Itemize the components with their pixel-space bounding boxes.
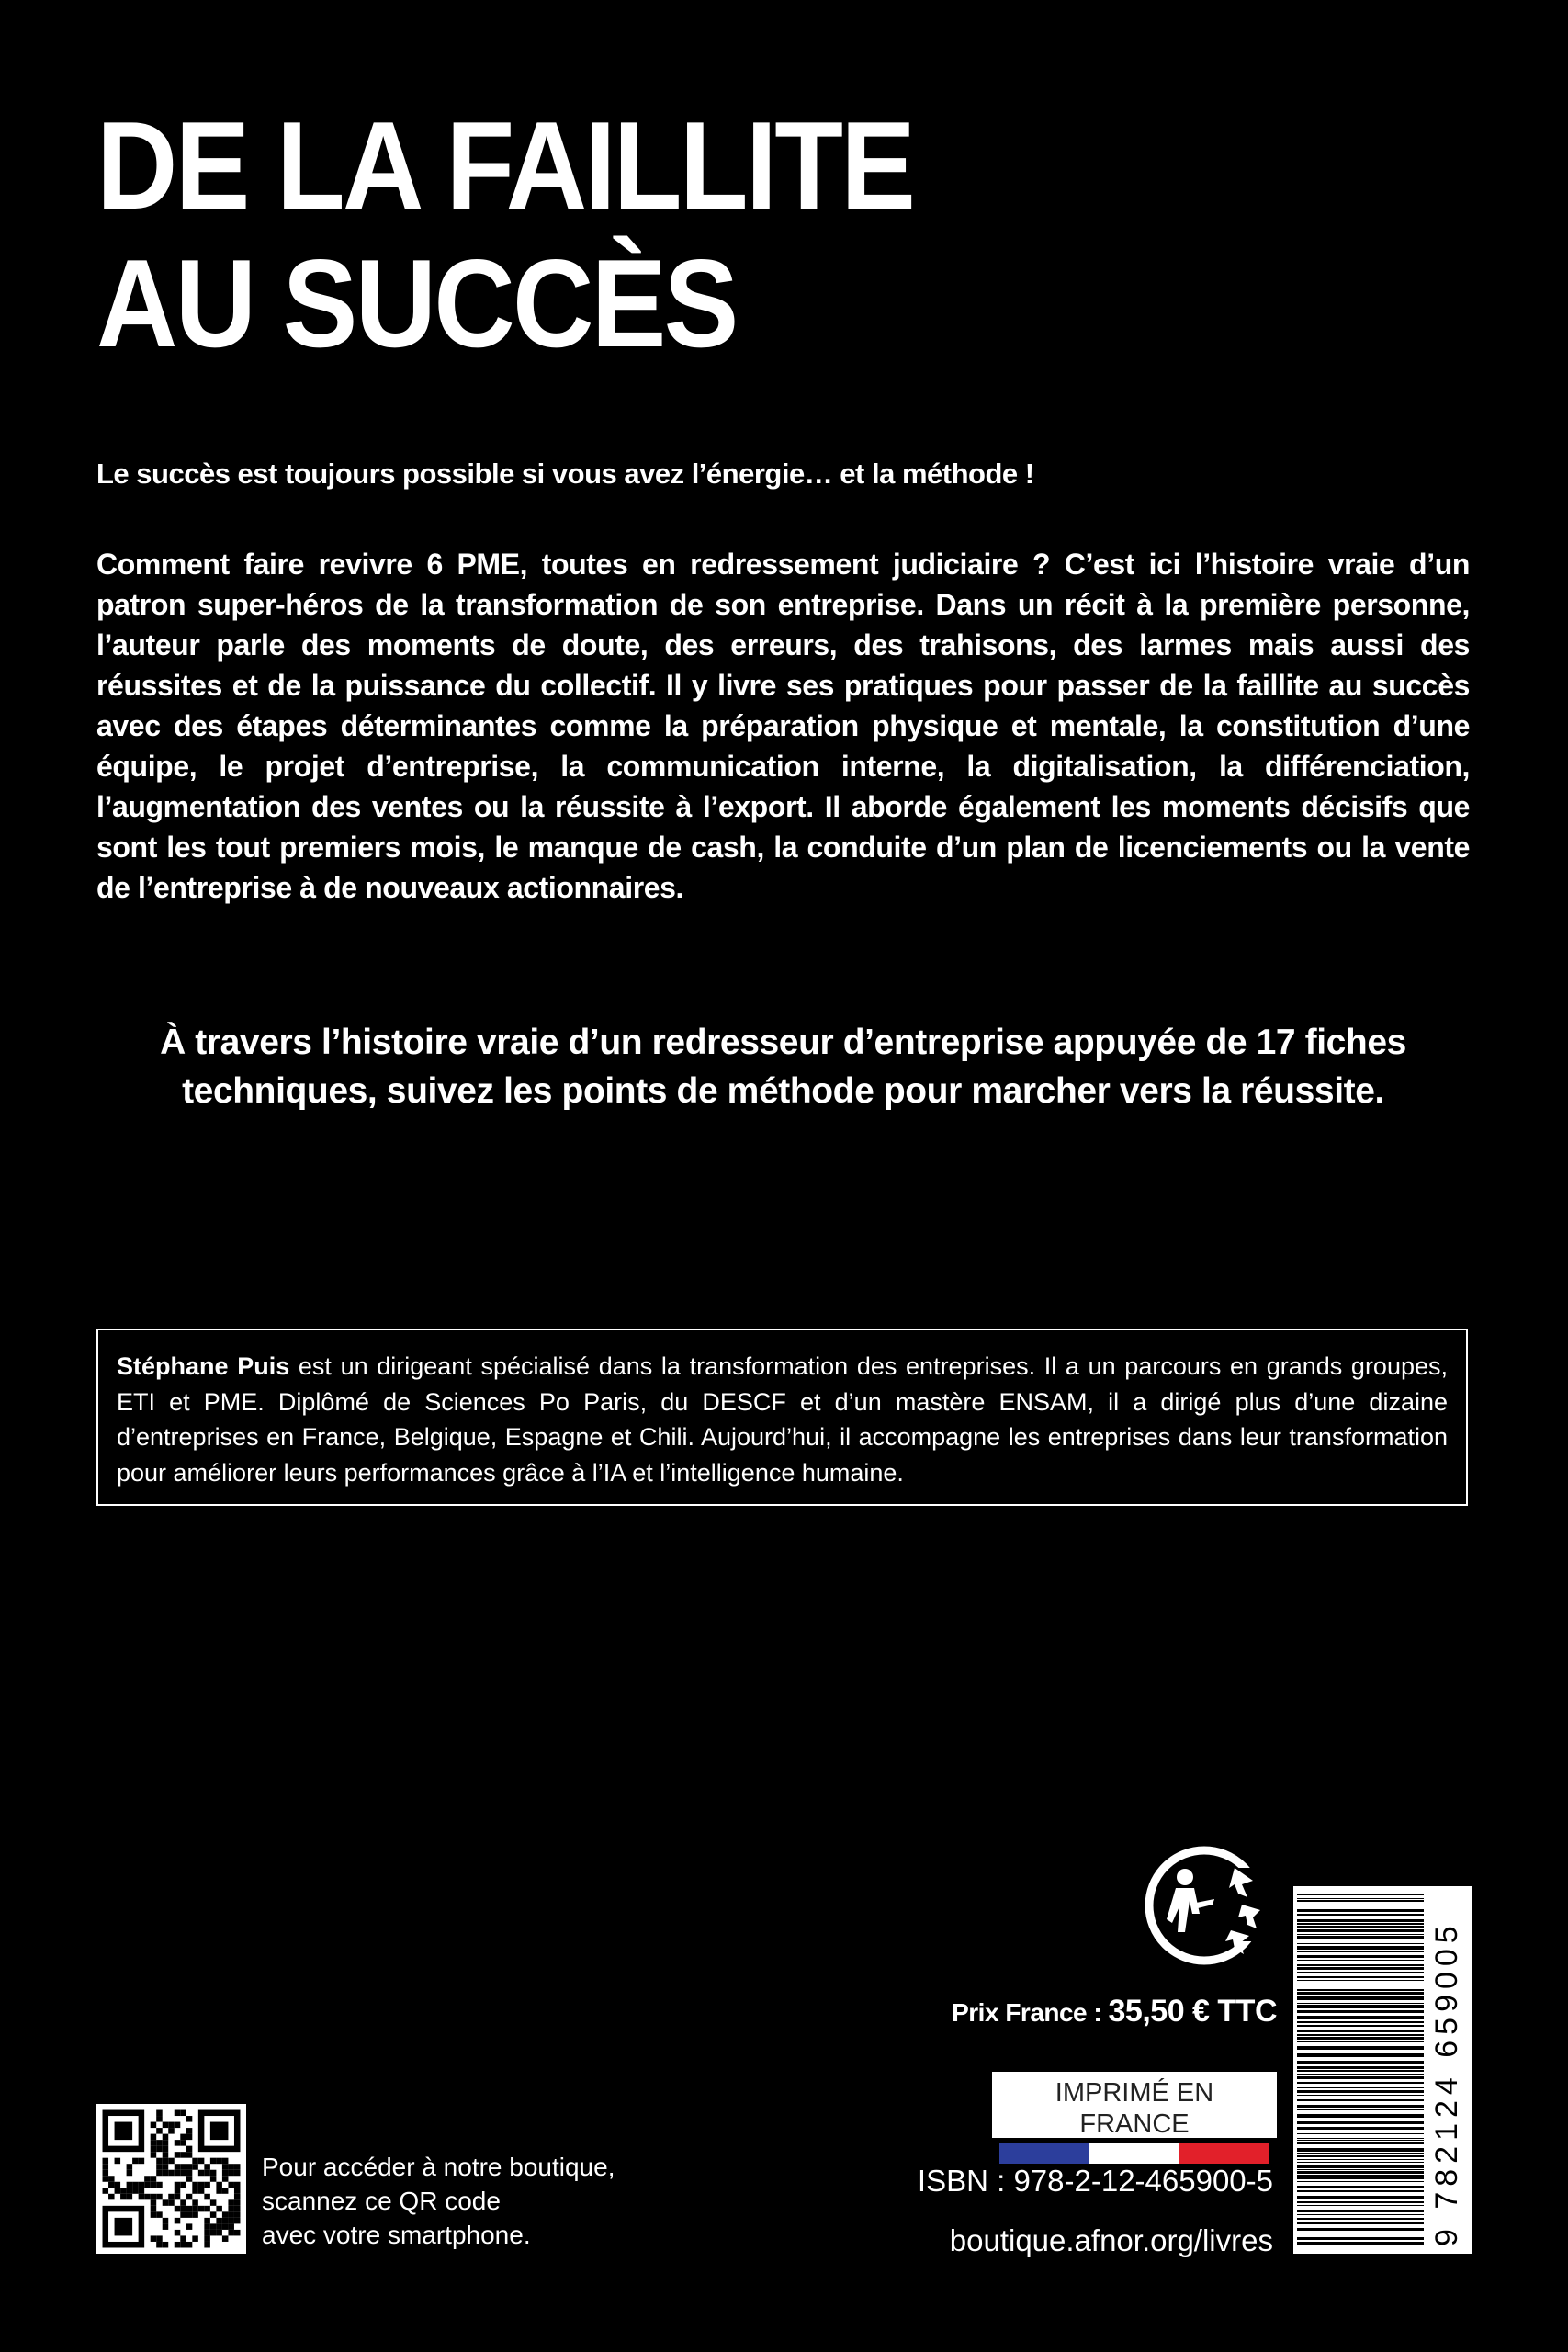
qr-module — [180, 2235, 186, 2242]
barcode-bar — [1297, 1900, 1424, 1902]
barcode-bar — [1297, 2099, 1424, 2101]
qr-module — [186, 2134, 193, 2141]
barcode-bar — [1297, 2211, 1424, 2212]
barcode-bar — [1297, 2003, 1424, 2004]
french-flag-icon — [999, 2143, 1269, 2164]
qr-module — [156, 2140, 163, 2146]
qr-module — [156, 2110, 163, 2117]
barcode-bar — [1297, 1964, 1424, 1966]
qr-module — [186, 2116, 193, 2122]
qr-module — [175, 2152, 181, 2158]
qr-module — [127, 2188, 133, 2194]
qr-module — [234, 2170, 241, 2177]
qr-module — [210, 2158, 217, 2165]
qr-module — [186, 2128, 193, 2134]
barcode-bar — [1297, 2087, 1424, 2088]
author-bio-text: est un dirigeant spécialisé dans la transformation des entreprises. Il a un parcours en grands groupes, ETI et PME. Diplômé de Sciences Po Paris, du DESCF et d’un mastère ENSAM, il a dirigé plus d’une dizaine d’entreprises en France, Belgique, Espagne et Chili. Aujourd’hui, il accompagne les entreprises dans leur transformation pour améliorer leurs performances grâce à l’IA et l’intelligence humaine. — [117, 1352, 1448, 1487]
qr-module — [180, 2182, 186, 2188]
qr-module — [127, 2182, 133, 2188]
qr-module — [186, 2223, 193, 2230]
barcode-bar — [1297, 2030, 1424, 2032]
qr-module — [198, 2170, 205, 2177]
qr-module — [192, 2164, 198, 2170]
barcode-bar — [1297, 1984, 1424, 1985]
barcode-bar — [1297, 2061, 1424, 2064]
qr-module — [108, 2176, 115, 2182]
made-in-label: IMPRIMÉ EN FRANCE — [1055, 2078, 1214, 2139]
barcode-bar — [1297, 2155, 1424, 2157]
qr-module — [115, 2182, 121, 2188]
qr-module — [180, 2211, 186, 2218]
qr-module — [210, 2176, 217, 2182]
qr-module — [210, 2122, 229, 2141]
qr-instructions — [262, 2150, 629, 2252]
barcode-bar — [1297, 2095, 1424, 2096]
qr-module — [210, 2170, 217, 2177]
barcode-bar — [1297, 2114, 1424, 2118]
qr-module — [180, 2134, 186, 2141]
barcode-bar — [1297, 2025, 1424, 2027]
qr-module — [151, 2194, 157, 2200]
qr-module — [186, 2211, 193, 2218]
qr-module — [163, 2170, 169, 2177]
qr-module — [228, 2182, 234, 2188]
qr-module — [234, 2230, 241, 2236]
qr-module — [168, 2194, 175, 2200]
qr-module — [228, 2199, 234, 2206]
qr-module — [192, 2206, 198, 2212]
barcode-bar — [1297, 2138, 1424, 2139]
qr-module — [163, 2199, 169, 2206]
tagline: Le succès est toujours possible si vous avez l’énergie… et la méthode ! — [96, 458, 1034, 490]
qr-module — [210, 2199, 217, 2206]
qr-module — [192, 2235, 198, 2242]
barcode-bar — [1297, 1909, 1424, 1912]
qr-module — [151, 2122, 157, 2129]
qr-module — [228, 2206, 234, 2212]
qr-module — [127, 2194, 133, 2200]
barcode-bar — [1297, 2196, 1424, 2199]
qr-module — [144, 2176, 151, 2182]
store-url[interactable]: boutique.afnor.org/livres — [949, 2223, 1273, 2257]
triman-recycling-icon — [1139, 1840, 1269, 1971]
qr-module — [175, 2218, 181, 2224]
qr-module — [204, 2170, 210, 2177]
barcode-bar — [1297, 2169, 1424, 2170]
qr-module — [175, 2242, 181, 2248]
barcode-bar — [1297, 1936, 1424, 1939]
flag-red-band — [1179, 2143, 1269, 2164]
qr-module — [151, 2182, 157, 2188]
barcode-bar — [1297, 2190, 1424, 2192]
qr-module — [180, 2110, 186, 2117]
qr-module — [216, 2182, 222, 2188]
qr-module — [186, 2146, 193, 2153]
qr-module — [175, 2182, 181, 2188]
barcode-bar — [1297, 2133, 1424, 2134]
qr-module — [222, 2188, 229, 2194]
highlight-line-2: techniques, suivez les points de méthode pour marcher vers la réussite. — [182, 1071, 1384, 1111]
barcode-bar — [1297, 1960, 1424, 1961]
barcode-bar — [1297, 2041, 1424, 2042]
qr-module — [180, 2140, 186, 2146]
qr-module — [180, 2164, 186, 2170]
barcode-bar — [1297, 2162, 1424, 2163]
barcode-bar — [1297, 2090, 1424, 2093]
qr-module — [186, 2152, 193, 2158]
title-line-2: AU SUCCÈS — [96, 233, 737, 373]
qr-module — [198, 2182, 205, 2188]
qr-module — [180, 2170, 186, 2177]
qr-module — [186, 2194, 193, 2200]
barcode-bar — [1297, 1980, 1424, 1981]
title-line-1: DE LA FAILLITE — [96, 96, 914, 235]
qr-module — [222, 2170, 229, 2177]
qr-text-line-1: Pour accéder à notre boutique, — [262, 2153, 615, 2181]
qr-module — [139, 2194, 145, 2200]
qr-module — [151, 2134, 157, 2141]
qr-module — [115, 2188, 121, 2194]
qr-module — [168, 2199, 175, 2206]
qr-module — [175, 2122, 181, 2129]
barcode-bar — [1297, 2218, 1424, 2220]
qr-module — [216, 2158, 222, 2165]
barcode-bar — [1297, 1898, 1424, 1899]
qr-module — [234, 2206, 241, 2212]
barcode-bar — [1297, 1943, 1424, 1944]
qr-module — [222, 2164, 229, 2170]
qr-module — [192, 2158, 198, 2165]
barcode-bar — [1297, 2121, 1424, 2124]
qr-module — [151, 2176, 157, 2182]
qr-module — [204, 2182, 210, 2188]
qr-module — [234, 2218, 241, 2224]
barcode-bar — [1297, 2127, 1424, 2130]
qr-module — [204, 2235, 210, 2242]
qr-module — [163, 2218, 169, 2224]
qr-module — [204, 2164, 210, 2170]
price-label: Prix France : — [952, 1998, 1109, 2027]
qr-module — [132, 2158, 139, 2165]
qr-module — [210, 2223, 217, 2230]
qr-module — [192, 2199, 198, 2206]
barcode-bar — [1297, 1946, 1424, 1950]
barcode-digits: 9 782124 659005 — [1429, 1920, 1464, 2246]
qr-code-pattern — [96, 2104, 246, 2254]
flag-blue-band — [999, 2143, 1089, 2164]
qr-module — [222, 2223, 229, 2230]
qr-module — [139, 2158, 145, 2165]
qr-module — [115, 2218, 133, 2236]
barcode-bar — [1297, 1989, 1424, 1991]
barcode-bar — [1297, 2171, 1424, 2174]
qr-module — [180, 2199, 186, 2206]
qr-module — [139, 2182, 145, 2188]
barcode-bar — [1297, 2175, 1424, 2177]
barcode — [1293, 1886, 1472, 2254]
isbn: ISBN : 978-2-12-465900-5 — [917, 2164, 1273, 2198]
qr-module — [151, 2199, 157, 2206]
qr-module — [151, 2152, 157, 2158]
barcode-bar — [1297, 1929, 1424, 1932]
qr-module — [115, 2122, 133, 2141]
qr-module — [163, 2223, 169, 2230]
qr-module — [204, 2223, 210, 2230]
qr-module — [156, 2182, 163, 2188]
barcode-bar — [1297, 1951, 1424, 1952]
qr-module — [228, 2170, 234, 2177]
qr-module — [103, 2170, 109, 2177]
qr-module — [168, 2170, 175, 2177]
qr-module — [144, 2182, 151, 2188]
qr-module — [156, 2116, 163, 2122]
qr-module — [175, 2170, 181, 2177]
barcode-bar — [1297, 2074, 1424, 2075]
barcode-bar — [1297, 1976, 1424, 1978]
qr-module — [210, 2211, 217, 2218]
barcode-bar — [1297, 2070, 1424, 2072]
qr-module — [151, 2206, 157, 2212]
barcode-bar — [1297, 2105, 1424, 2108]
qr-module — [151, 2146, 157, 2153]
qr-module — [144, 2194, 151, 2200]
qr-module — [156, 2235, 163, 2242]
qr-module — [222, 2176, 229, 2182]
qr-module — [151, 2140, 157, 2146]
barcode-bar — [1297, 1955, 1424, 1958]
qr-module — [228, 2218, 234, 2224]
made-in-france-badge — [992, 2072, 1277, 2138]
qr-module — [180, 2242, 186, 2248]
barcode-bar — [1297, 2153, 1424, 2154]
qr-module — [204, 2242, 210, 2248]
qr-module — [186, 2176, 193, 2182]
barcode-bar — [1297, 1967, 1424, 1970]
qr-module — [216, 2223, 222, 2230]
highlight-text — [96, 1018, 1470, 1115]
barcode-bar — [1297, 2242, 1424, 2245]
qr-module — [120, 2194, 127, 2200]
qr-module — [151, 2211, 157, 2218]
barcode-bar — [1297, 2053, 1424, 2057]
qr-module — [175, 2206, 181, 2212]
qr-module — [103, 2158, 109, 2165]
qr-module — [163, 2122, 169, 2129]
qr-module — [103, 2176, 109, 2182]
qr-module — [216, 2218, 222, 2224]
qr-module — [204, 2206, 210, 2212]
barcode-bar — [1297, 2140, 1424, 2141]
qr-code-icon[interactable] — [96, 2104, 246, 2254]
barcode-bar — [1297, 2037, 1424, 2040]
qr-module — [228, 2164, 234, 2170]
barcode-bar — [1297, 2010, 1424, 2013]
qr-module — [163, 2146, 169, 2153]
qr-module — [115, 2158, 121, 2165]
qr-module — [198, 2188, 205, 2194]
barcode-bar — [1297, 2214, 1424, 2215]
qr-module — [192, 2188, 198, 2194]
qr-module — [156, 2211, 163, 2218]
qr-module — [222, 2218, 229, 2224]
barcode-bar — [1297, 2148, 1424, 2152]
qr-module — [163, 2164, 169, 2170]
qr-module — [156, 2158, 163, 2165]
barcode-bar — [1297, 2181, 1424, 2182]
qr-module — [234, 2164, 241, 2170]
book-title — [96, 96, 1171, 372]
barcode-bar — [1297, 2177, 1424, 2179]
qr-module — [103, 2164, 109, 2170]
qr-module — [216, 2206, 222, 2212]
barcode-digits-wrap — [1427, 1886, 1464, 2254]
barcode-bar — [1297, 2159, 1424, 2160]
qr-module — [210, 2230, 217, 2236]
qr-module — [234, 2188, 241, 2194]
qr-module — [175, 2194, 181, 2200]
qr-module — [120, 2188, 127, 2194]
barcode-bar — [1297, 2082, 1424, 2084]
qr-module — [228, 2211, 234, 2218]
barcode-bar — [1297, 2165, 1424, 2168]
qr-module — [108, 2194, 115, 2200]
qr-module — [234, 2211, 241, 2218]
qr-module — [186, 2206, 193, 2212]
qr-module — [163, 2158, 169, 2165]
qr-module — [175, 2110, 181, 2117]
price-amount: 35,50 € TTC — [1108, 1994, 1277, 2029]
barcode-bar — [1297, 1923, 1424, 1925]
barcode-bar — [1297, 2201, 1424, 2203]
qr-module — [198, 2206, 205, 2212]
barcode-bar — [1297, 1919, 1424, 1922]
qr-module — [204, 2230, 210, 2236]
barcode-bar — [1297, 2142, 1424, 2144]
qr-module — [156, 2194, 163, 2200]
qr-module — [222, 2211, 229, 2218]
qr-module — [228, 2223, 234, 2230]
barcode-bar — [1297, 1996, 1424, 2000]
barcode-bar — [1297, 1914, 1424, 1916]
barcode-bar — [1297, 1972, 1424, 1973]
qr-module — [234, 2182, 241, 2188]
qr-module — [175, 2140, 181, 2146]
qr-module — [156, 2146, 163, 2153]
qr-module — [127, 2164, 133, 2170]
qr-module — [163, 2242, 169, 2248]
barcode-bar — [1297, 2076, 1424, 2079]
qr-module — [222, 2235, 229, 2242]
barcode-bar — [1297, 2210, 1424, 2211]
qr-module — [175, 2164, 181, 2170]
barcode-bar — [1297, 2228, 1424, 2231]
qr-module — [180, 2152, 186, 2158]
qr-module — [234, 2194, 241, 2200]
barcode-bar — [1297, 2005, 1424, 2007]
qr-module — [180, 2206, 186, 2212]
qr-module — [204, 2218, 210, 2224]
qr-module — [156, 2170, 163, 2177]
highlight-line-1: À travers l’histoire vraie d’un redresseur d’entreprise appuyée de 17 fiches — [160, 1023, 1406, 1062]
qr-module — [186, 2170, 193, 2177]
qr-module — [216, 2230, 222, 2236]
barcode-bar — [1297, 1992, 1424, 1995]
barcode-bar — [1297, 1934, 1424, 1935]
barcode-bar — [1297, 1926, 1424, 1928]
qr-module — [228, 2230, 234, 2236]
qr-module — [204, 2194, 210, 2200]
qr-module — [151, 2235, 157, 2242]
qr-module — [186, 2242, 193, 2248]
barcode-bar — [1297, 2186, 1424, 2188]
qr-module — [108, 2182, 115, 2188]
qr-module — [163, 2152, 169, 2158]
barcode-bar — [1297, 2046, 1424, 2050]
qr-module — [216, 2188, 222, 2194]
barcode-bar — [1297, 1894, 1424, 1895]
qr-module — [103, 2188, 109, 2194]
barcode-bar — [1297, 2016, 1424, 2019]
qr-text-line-2: scannez ce QR code — [262, 2187, 501, 2215]
barcode-bar — [1297, 2109, 1424, 2110]
flag-white-band — [1089, 2143, 1179, 2164]
barcode-bar — [1297, 2066, 1424, 2069]
qr-text-line-3: avec votre smartphone. — [262, 2221, 531, 2249]
barcode-bar — [1297, 2222, 1424, 2224]
qr-module — [192, 2211, 198, 2218]
qr-module — [198, 2158, 205, 2165]
qr-module — [186, 2164, 193, 2170]
author-bio-box — [96, 1329, 1468, 1506]
qr-module — [156, 2242, 163, 2248]
barcode-bar — [1297, 2205, 1424, 2206]
qr-module — [168, 2158, 175, 2165]
barcode-bars-icon — [1293, 1886, 1427, 2254]
qr-module — [175, 2188, 181, 2194]
qr-module — [127, 2170, 133, 2177]
barcode-bar — [1297, 2021, 1424, 2023]
qr-module — [132, 2188, 139, 2194]
qr-module — [168, 2128, 175, 2134]
qr-module — [192, 2182, 198, 2188]
qr-module — [234, 2199, 241, 2206]
qr-module — [139, 2188, 145, 2194]
qr-module — [163, 2134, 169, 2141]
qr-module — [175, 2230, 181, 2236]
author-name: Stéphane Puis — [117, 1352, 290, 1380]
qr-module — [168, 2122, 175, 2129]
price — [919, 1994, 1277, 2030]
qr-module — [222, 2158, 229, 2165]
barcode-bar — [1297, 2007, 1424, 2008]
qr-module — [132, 2182, 139, 2188]
qr-module — [156, 2128, 163, 2134]
qr-module — [156, 2164, 163, 2170]
qr-module — [163, 2140, 169, 2146]
barcode-bar — [1297, 2237, 1424, 2240]
barcode-bar — [1297, 2034, 1424, 2036]
description-paragraph: Comment faire revivre 6 PME, toutes en redressement judiciaire ? C’est ici l’histoire vraie d’un patron super-héros de la transformation de son entreprise. Dans un récit à la première personne, l’auteur parle des moments de doute, des erreurs, des trahisons, des larmes mais aussi des réussites et de la puissance du collectif. Il y livre ses pratiques pour passer de la faillite au succès avec des étapes déterminantes comme la préparation physique et mentale, la constitution d’une équipe, le projet d’entreprise, la communication interne, la digitalisation, la différenciation, l’augmentation des ventes ou la réussite à l’export. Il aborde également les moments décisifs que sont les tout premiers mois, le manque de cash, la conduite d’un plan de licenciements ou la vente de l’entreprise à de nouveaux actionnaires. — [96, 548, 1470, 904]
